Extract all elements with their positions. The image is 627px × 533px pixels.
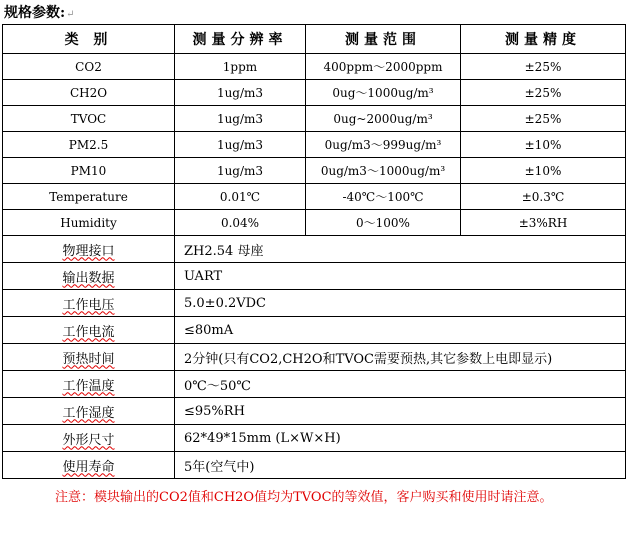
accuracy-cell-text: ±3%RH bbox=[518, 215, 568, 230]
info-value-cell-text: 62*49*15mm (L×W×H) bbox=[184, 430, 341, 446]
info-label-cell bbox=[3, 398, 175, 425]
info-label-cell bbox=[3, 317, 175, 344]
accuracy-cell bbox=[461, 184, 626, 210]
info-value-cell-text: 5.0±0.2VDC bbox=[184, 295, 266, 311]
header-cell-text: 测量分辨率 bbox=[192, 32, 288, 48]
category-cell bbox=[3, 158, 175, 184]
resolution-cell bbox=[175, 80, 306, 106]
range-cell-text: 0ug~2000ug/m³ bbox=[333, 111, 433, 126]
paragraph-mark-icon: ↵ bbox=[66, 9, 75, 20]
header-cell-text: 测量精度 bbox=[505, 32, 581, 48]
info-value-cell bbox=[175, 344, 626, 371]
info-label-cell bbox=[3, 236, 175, 263]
info-row bbox=[3, 344, 626, 371]
info-label-cell-text: 工作电流 bbox=[62, 324, 115, 340]
header-cell bbox=[461, 25, 626, 54]
info-label-cell bbox=[3, 344, 175, 371]
info-label-cell bbox=[3, 425, 175, 452]
table-row bbox=[3, 184, 626, 210]
info-label-cell bbox=[3, 290, 175, 317]
info-row bbox=[3, 371, 626, 398]
header-cell bbox=[306, 25, 461, 54]
resolution-cell bbox=[175, 184, 306, 210]
table-row bbox=[3, 158, 626, 184]
accuracy-cell-text: ±25% bbox=[524, 59, 562, 74]
info-row bbox=[3, 263, 626, 290]
header-cell bbox=[3, 25, 175, 54]
range-cell-text: 0ug～1000ug/m³ bbox=[332, 86, 434, 100]
spec-table bbox=[2, 24, 626, 479]
resolution-cell bbox=[175, 132, 306, 158]
range-cell-text: -40℃～100℃ bbox=[342, 190, 424, 204]
accuracy-cell bbox=[461, 54, 626, 80]
resolution-cell bbox=[175, 210, 306, 236]
info-value-cell bbox=[175, 452, 626, 479]
info-row bbox=[3, 398, 626, 425]
category-cell bbox=[3, 210, 175, 236]
resolution-cell-text: 1ug/m3 bbox=[216, 85, 264, 100]
info-value-cell-text: UART bbox=[184, 268, 223, 284]
header-cell-text: 类 别 bbox=[64, 32, 113, 48]
resolution-cell-text: 1ug/m3 bbox=[216, 163, 264, 178]
info-label-cell-text: 工作湿度 bbox=[62, 405, 115, 421]
info-value-cell-text: ≤80mA bbox=[184, 322, 234, 338]
info-value-cell bbox=[175, 290, 626, 317]
range-cell-text: 0ug/m3～999ug/m³ bbox=[324, 138, 442, 152]
info-label-cell bbox=[3, 263, 175, 290]
info-value-cell bbox=[175, 317, 626, 344]
info-label-cell-text: 预热时间 bbox=[62, 351, 115, 367]
range-cell bbox=[306, 184, 461, 210]
info-value-cell-text: 5年(空气中) bbox=[184, 459, 255, 475]
resolution-cell-text: 0.04% bbox=[220, 215, 260, 230]
info-value-cell bbox=[175, 371, 626, 398]
accuracy-cell-text: ±0.3℃ bbox=[521, 189, 565, 204]
info-value-cell-text: 2分钟(只有CO2,CH2O和TVOC需要预热,其它参数上电即显示) bbox=[184, 351, 553, 367]
resolution-cell bbox=[175, 54, 306, 80]
info-row bbox=[3, 425, 626, 452]
info-value-cell bbox=[175, 425, 626, 452]
note-text: 注意：模块输出的CO2值和CH2O值均为TVOC的等效值，客户购买和使用时请注意。 bbox=[55, 490, 553, 505]
table-row bbox=[3, 80, 626, 106]
category-cell bbox=[3, 106, 175, 132]
accuracy-cell-text: ±10% bbox=[524, 137, 562, 152]
accuracy-cell bbox=[461, 106, 626, 132]
accuracy-cell bbox=[461, 210, 626, 236]
range-cell bbox=[306, 158, 461, 184]
resolution-cell-text: 1ppm bbox=[222, 59, 258, 74]
resolution-cell bbox=[175, 106, 306, 132]
range-cell-text: 400ppm～2000ppm bbox=[323, 60, 443, 74]
header-cell-text: 测量范围 bbox=[345, 32, 421, 48]
info-label-cell-text: 工作电压 bbox=[62, 297, 115, 313]
resolution-cell-text: 1ug/m3 bbox=[216, 137, 264, 152]
info-label-cell-text: 输出数据 bbox=[62, 270, 115, 286]
category-cell-text: Humidity bbox=[60, 215, 117, 230]
table-row bbox=[3, 132, 626, 158]
accuracy-cell-text: ±10% bbox=[524, 163, 562, 178]
accuracy-cell bbox=[461, 158, 626, 184]
range-cell bbox=[306, 106, 461, 132]
range-cell-text: 0ug/m3～1000ug/m³ bbox=[320, 164, 446, 178]
accuracy-cell-text: ±25% bbox=[524, 111, 562, 126]
info-value-cell bbox=[175, 263, 626, 290]
info-value-cell bbox=[175, 398, 626, 425]
info-row bbox=[3, 317, 626, 344]
range-cell bbox=[306, 132, 461, 158]
category-cell bbox=[3, 132, 175, 158]
accuracy-cell-text: ±25% bbox=[524, 85, 562, 100]
spec-title: 规格参数:↵ bbox=[4, 5, 75, 21]
range-cell-text: 0～100% bbox=[356, 216, 410, 230]
resolution-cell-text: 0.01℃ bbox=[219, 189, 261, 204]
info-row bbox=[3, 236, 626, 263]
category-cell bbox=[3, 80, 175, 106]
range-cell bbox=[306, 54, 461, 80]
info-label-cell bbox=[3, 452, 175, 479]
info-label-cell-text: 外形尺寸 bbox=[62, 432, 115, 448]
info-row bbox=[3, 452, 626, 479]
table-row bbox=[3, 54, 626, 80]
info-label-cell-text: 工作温度 bbox=[62, 378, 115, 394]
table-row bbox=[3, 210, 626, 236]
info-label-cell-text: 物理接口 bbox=[62, 243, 115, 259]
accuracy-cell bbox=[461, 80, 626, 106]
info-value-cell-text: 0℃～50℃ bbox=[184, 378, 251, 394]
header-cell bbox=[175, 25, 306, 54]
accuracy-cell bbox=[461, 132, 626, 158]
info-label-cell bbox=[3, 371, 175, 398]
category-cell-text: PM10 bbox=[70, 163, 107, 178]
range-cell bbox=[306, 80, 461, 106]
category-cell-text: TVOC bbox=[70, 111, 107, 126]
category-cell-text: CH2O bbox=[69, 85, 108, 100]
table-header-row bbox=[3, 25, 626, 54]
category-cell bbox=[3, 54, 175, 80]
info-value-cell-text: ZH2.54 母座 bbox=[184, 243, 264, 259]
info-label-cell-text: 使用寿命 bbox=[62, 459, 115, 475]
category-cell-text: CO2 bbox=[75, 59, 102, 74]
info-value-cell-text: ≤95%RH bbox=[184, 403, 245, 419]
range-cell bbox=[306, 210, 461, 236]
category-cell-text: PM2.5 bbox=[68, 137, 109, 152]
category-cell bbox=[3, 184, 175, 210]
info-value-cell bbox=[175, 236, 626, 263]
resolution-cell bbox=[175, 158, 306, 184]
table-row bbox=[3, 106, 626, 132]
resolution-cell-text: 1ug/m3 bbox=[216, 111, 264, 126]
category-cell-text: Temperature bbox=[49, 189, 128, 204]
info-row bbox=[3, 290, 626, 317]
